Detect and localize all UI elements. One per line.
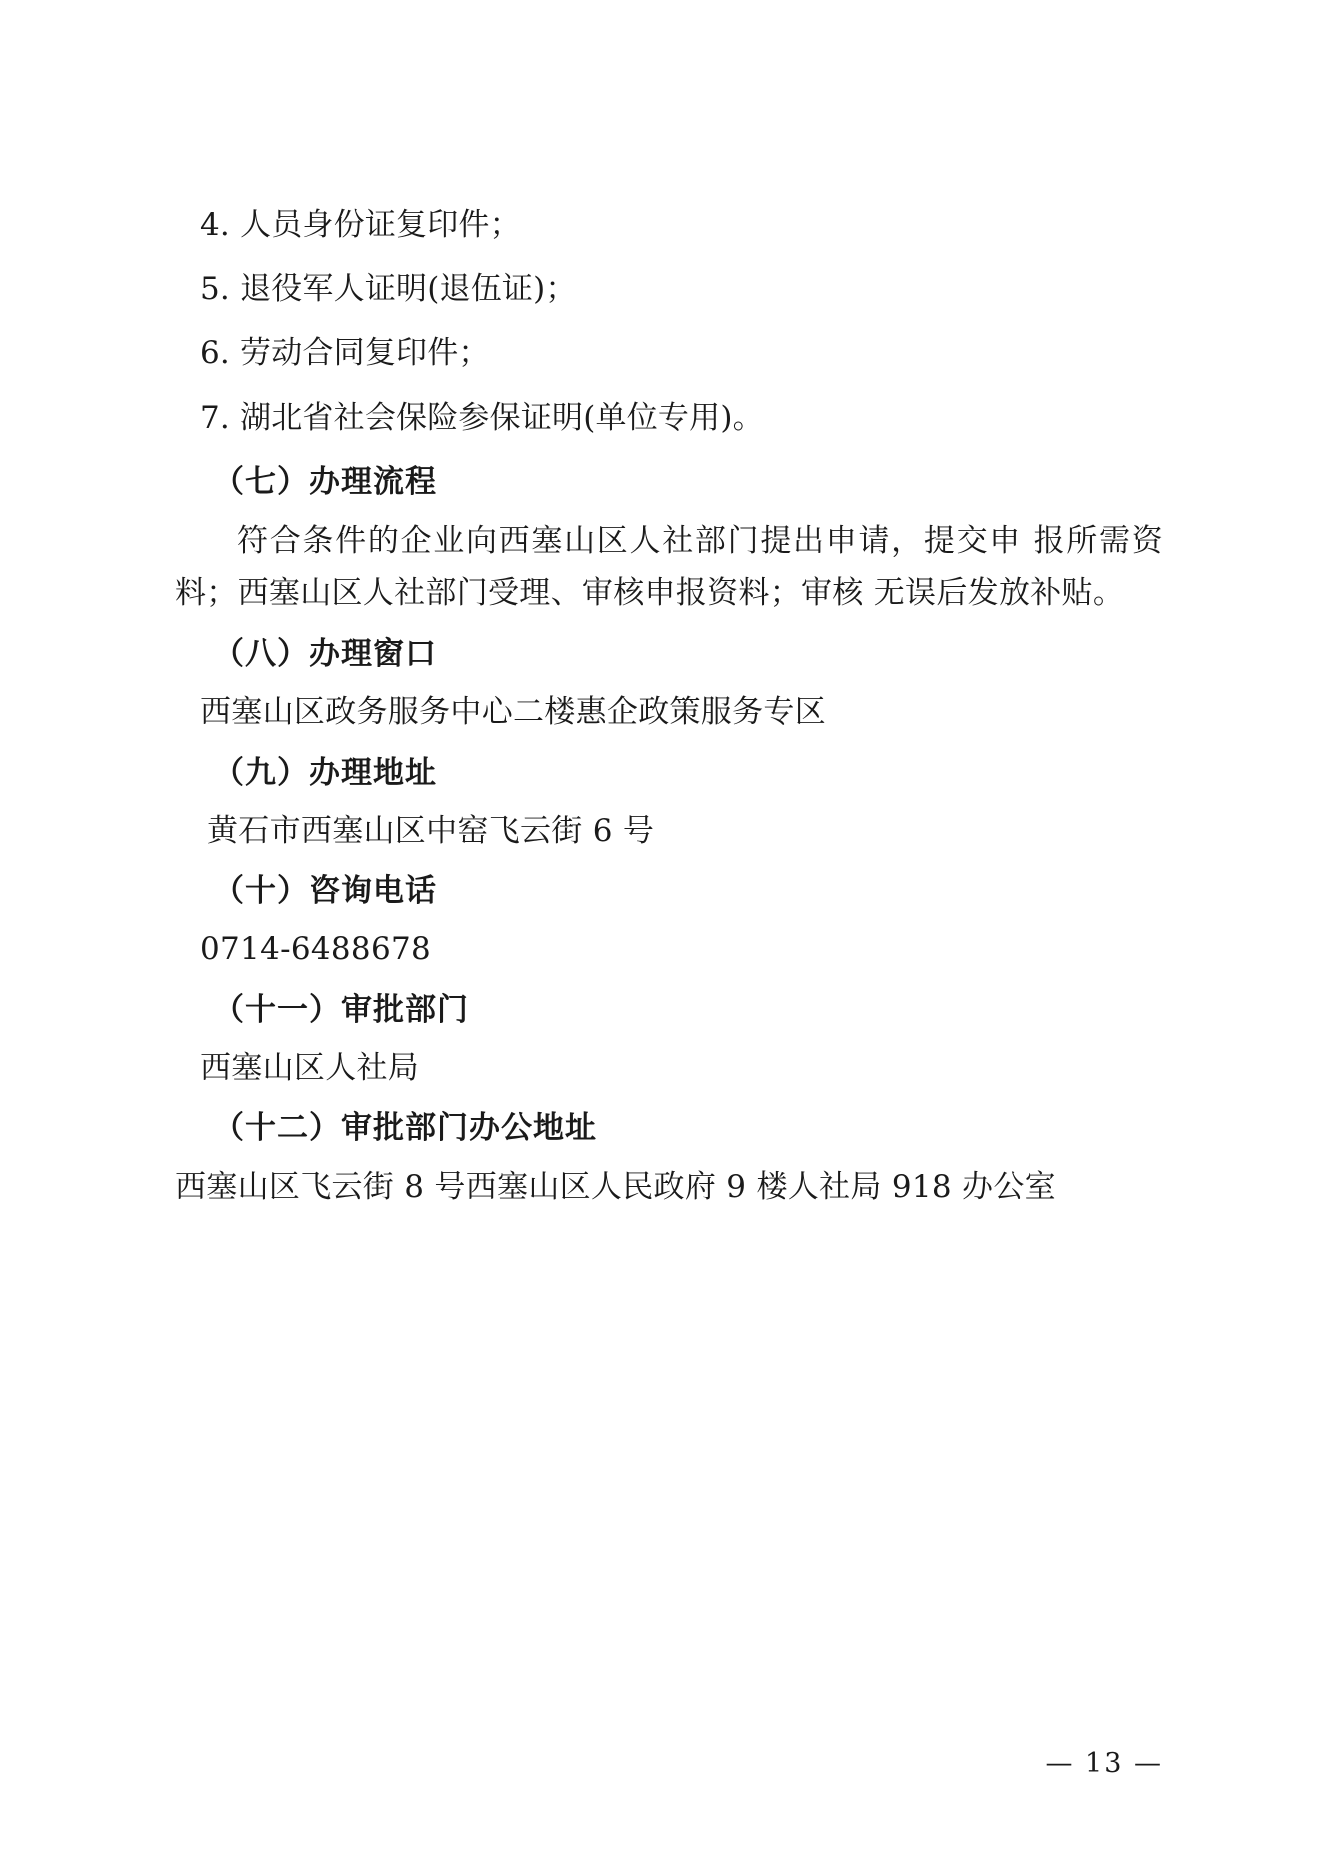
section-body-address: 黄石市西塞山区中窑飞云街 6 号 <box>207 812 655 849</box>
section-heading-phone: （十）咨询电话 <box>213 873 437 910</box>
list-item: 6. 劳动合同复印件； <box>200 335 490 372</box>
list-item: 4. 人员身份证复印件； <box>200 207 521 243</box>
section-body-process: 符合条件的企业向西塞山区人社部门提出申请，提交申 报所需资料；西塞山区人社部门受理、审核申报资料；审核 无误后发放补贴。 <box>175 523 1163 612</box>
section-heading-window: （八）办理窗口 <box>213 636 437 673</box>
section-body-phone: 0714-6488678 <box>200 931 432 968</box>
section-body-window: 西塞山区政务服务中心二楼惠企政策服务专区 <box>200 694 826 731</box>
list-item: 5. 退役军人证明(退伍证)； <box>200 271 577 308</box>
document-body <box>175 200 1163 1213</box>
page-number: — 13 — <box>1045 1748 1163 1779</box>
list-item: 7. 湖北省社会保险参保证明(单位专用)。 <box>200 399 764 436</box>
section-body-approval-address: 西塞山区飞云街 8 号西塞山区人民政府 9 楼人社局 918 办公室 <box>175 1169 1056 1206</box>
section-heading-approval-address: （十二）审批部门办公地址 <box>213 1110 597 1146</box>
section-body-approval-dept: 西塞山区人社局 <box>200 1049 420 1086</box>
section-heading-address: （九）办理地址 <box>213 754 437 791</box>
section-heading-approval-dept: （十一）审批部门 <box>213 991 469 1028</box>
section-heading-process: （七）办理流程 <box>213 463 437 500</box>
